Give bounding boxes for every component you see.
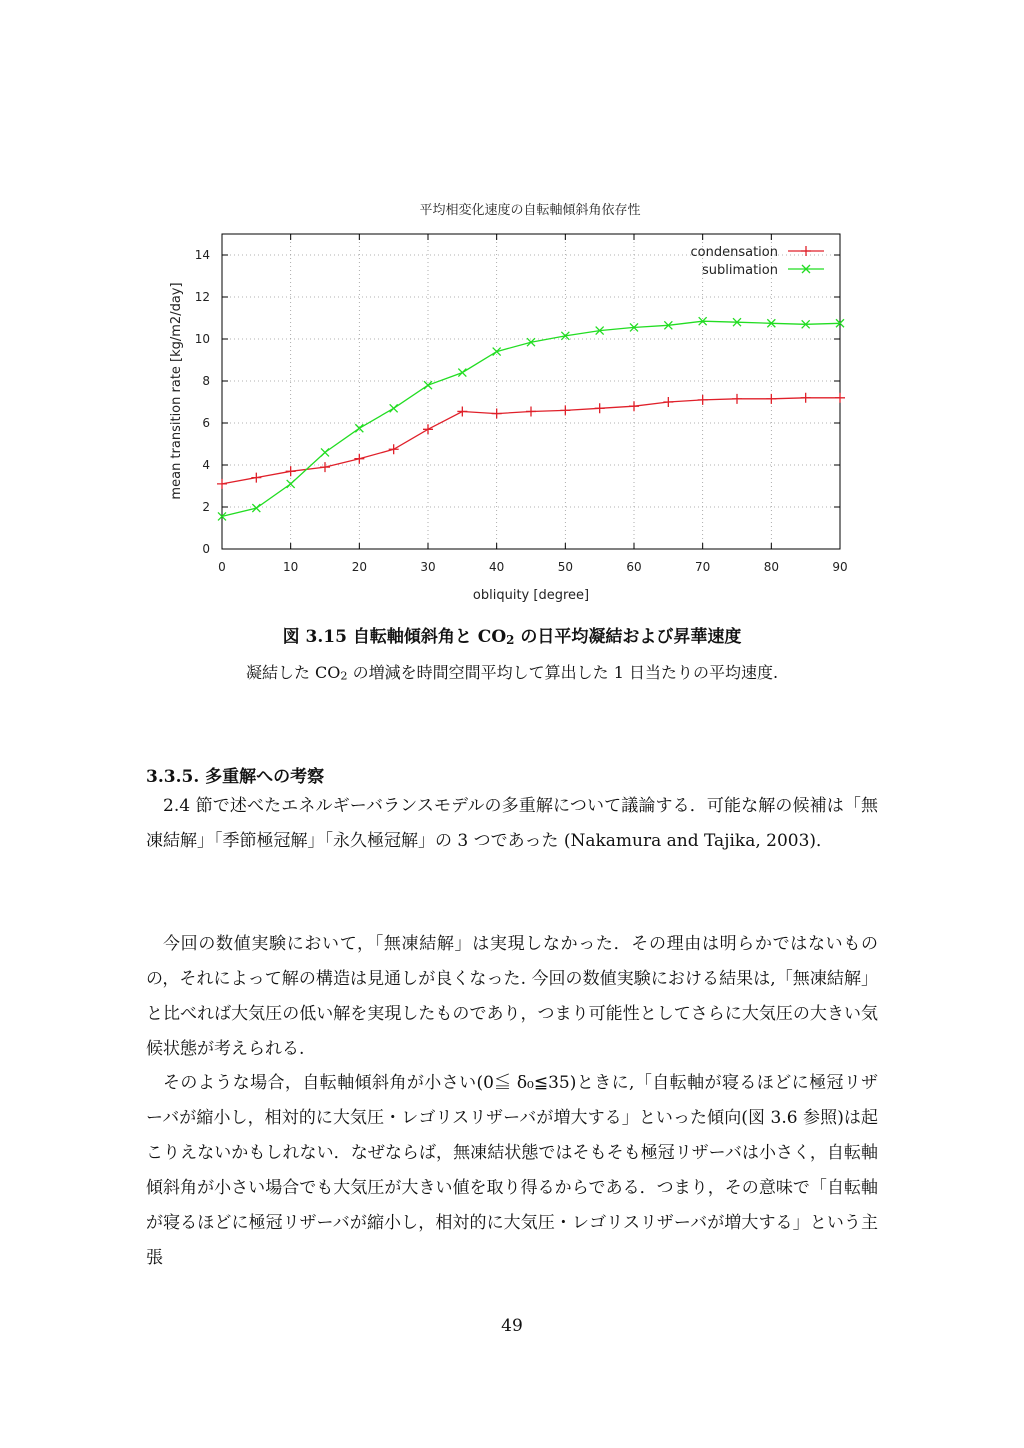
legend-label-sublimation: sublimation (701, 263, 778, 278)
caption-title-subscript: 2 (506, 632, 515, 647)
point-condensation (354, 454, 364, 464)
point-condensation (492, 409, 502, 419)
x-tick-label: 80 (763, 560, 779, 574)
caption-title-text: 図 3.15 自転軸傾斜角と CO (282, 627, 507, 647)
y-tick-label: 6 (202, 416, 210, 430)
x-tick-label: 70 (695, 560, 711, 574)
point-condensation (217, 479, 227, 489)
caption-desc-text: 凝結した CO (245, 663, 341, 682)
point-condensation (698, 395, 708, 405)
y-tick-label: 4 (202, 458, 210, 472)
point-sublimation (390, 404, 398, 412)
legend (691, 245, 824, 278)
figure-caption-description (0, 660, 1024, 683)
y-tick-label: 8 (202, 374, 210, 388)
y-tick-label: 2 (202, 500, 210, 514)
y-tick-label: 12 (194, 290, 210, 304)
chart-title: 平均相変化速度の自転軸傾斜角依存性 (419, 203, 641, 218)
caption-desc-subscript: 2 (340, 669, 348, 683)
point-condensation (320, 462, 330, 472)
point-condensation (663, 397, 673, 407)
caption-title-text-end: の日平均凝結および昇華速度 (514, 627, 742, 647)
point-condensation (526, 406, 536, 416)
point-condensation (835, 393, 845, 403)
point-condensation (732, 394, 742, 404)
y-axis-label: mean transition rate [kg/m2/day] (169, 282, 184, 500)
x-tick-label: 30 (420, 560, 436, 574)
x-tick-label: 0 (218, 560, 226, 574)
point-condensation (629, 401, 639, 411)
chart-ticks (195, 234, 848, 574)
y-tick-label: 14 (194, 248, 210, 262)
x-tick-label: 20 (351, 560, 367, 574)
obliquity-chart (140, 190, 880, 610)
page-number: 49 (501, 1316, 523, 1336)
paragraph-3: そのような場合，自転軸傾斜角が小さい(0≦ δ₀≦35)ときに,「自転軸が寝るほどに極冠リザーバが縮小し，相対的に大気圧・レゴリスリザーバが増大する」といった傾向(図 3.6 参照)は起こりえないかもしれない．なぜならば，無凍結状態ではそもそも極冠リザーバは小さく，自転軸傾斜角が小さい場合でも大気圧が大きい値を取り得るからである．つまり，その意味で「自転軸が寝るほどに極冠リザーバが縮小し，相対的に大気圧・レゴリスリザーバが増大する」という主張 (146, 1073, 878, 1268)
x-axis-label: obliquity [degree] (472, 588, 590, 603)
point-condensation (251, 473, 261, 483)
y-tick-label: 10 (194, 332, 210, 346)
point-condensation (457, 406, 467, 416)
point-condensation (423, 424, 433, 434)
legend-label-condensation: condensation (690, 245, 778, 260)
y-tick-label: 0 (202, 542, 210, 556)
point-condensation (286, 466, 296, 476)
point-sublimation (321, 448, 329, 456)
figure-caption-title (0, 622, 1024, 647)
series-markers (217, 317, 845, 520)
point-sublimation (458, 369, 466, 377)
point-sublimation (355, 424, 363, 432)
point-condensation (766, 394, 776, 404)
x-tick-label: 10 (283, 560, 299, 574)
series-lines (222, 321, 840, 516)
x-tick-label: 40 (489, 560, 505, 574)
point-condensation (801, 393, 811, 403)
point-condensation (595, 403, 605, 413)
legend-marker-condensation (801, 246, 811, 256)
x-tick-label: 50 (557, 560, 573, 574)
x-tick-label: 90 (832, 560, 848, 574)
point-condensation (389, 444, 399, 454)
series-line-sublimation (222, 321, 840, 516)
caption-desc-text-end: の増減を時間空間平均して算出した 1 日当たりの平均速度. (347, 663, 779, 682)
x-tick-label: 60 (626, 560, 642, 574)
point-sublimation (252, 504, 260, 512)
paragraph-2: 今回の数値実験において，「無凍結解」は実現しなかった．その理由は明らかではないものの，それによって解の構造は見通しが良くなった. 今回の数値実験における結果は,「無凍結解」と比べれば大気圧の低い解を実現したものであり，つまり可能性としてさらに大気圧の大きい気候状態が考えられる. (146, 934, 878, 1059)
plot-frame (222, 234, 840, 549)
chart-grid (222, 234, 840, 549)
point-condensation (560, 405, 570, 415)
paragraph-1: 2.4 節で述べたエネルギーバランスモデルの多重解について議論する．可能な解の候補は「無凍結解」「季節極冠解」「永久極冠解」の 3 つであった (Nakamura and Tajika, 2003)． (146, 796, 878, 851)
section-heading: 3.3.5. 多重解への考察 (146, 767, 325, 787)
